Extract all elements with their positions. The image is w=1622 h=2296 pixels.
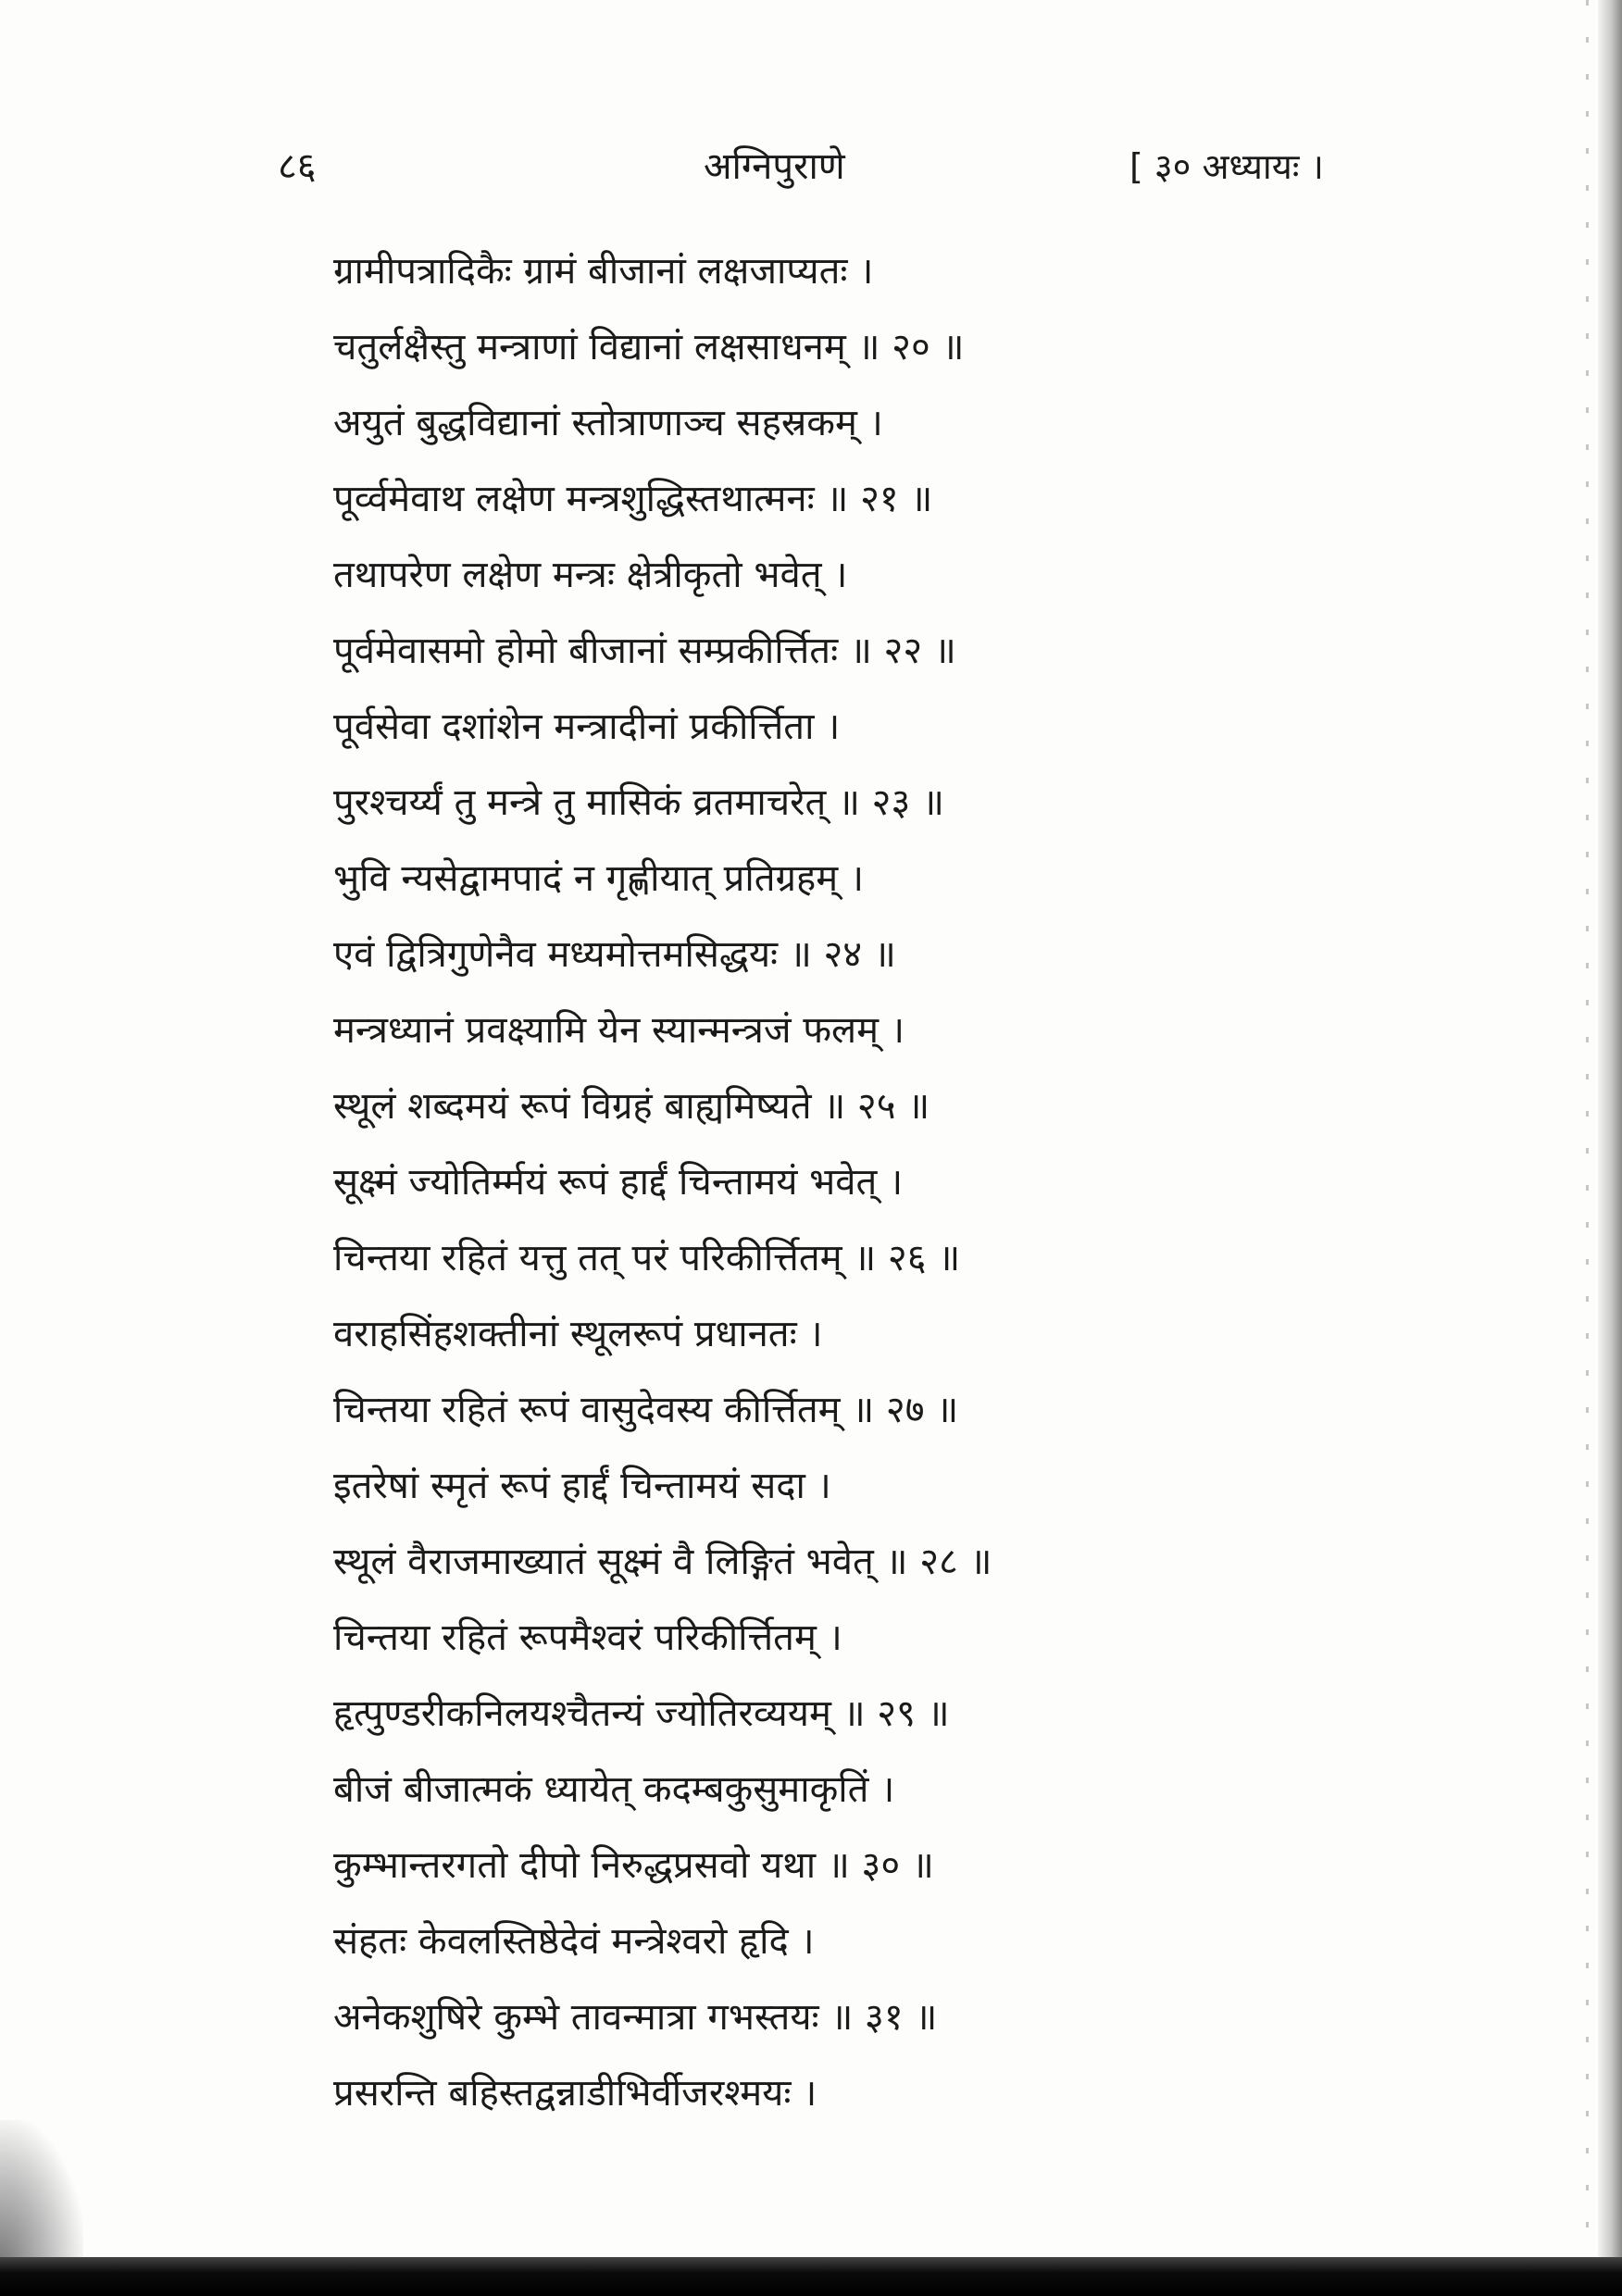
verse-line: एवं द्वित्रिगुणेनैव मध्यमोत्तमसिद्धयः ॥ २४ ॥ <box>333 933 896 976</box>
chapter-label: [ ३० अध्यायः । <box>1129 146 1324 187</box>
verse-line: वराहसिंहशक्तीनां स्थूलरूपं प्रधानतः । <box>333 1313 823 1355</box>
verse-line: पूर्व्वमेवाथ लक्षेण मन्त्रशुद्धिस्तथात्मनः ॥ २१ ॥ <box>333 478 933 520</box>
page-header <box>0 139 1622 194</box>
verse-line: चिन्तया रहितं रूपं वासुदेवस्य कीर्त्तितम् ॥ २७ ॥ <box>333 1389 959 1431</box>
verse-line: प्रसरन्ति बहिस्तद्वन्नाडीभिर्वीजरश्मयः । <box>333 2072 817 2115</box>
verse-line: अनेकशुषिरे कुम्भे तावन्मात्रा गभस्तयः ॥ ३१ ॥ <box>333 1996 938 2039</box>
verse-line: बीजं बीजात्मकं ध्यायेत् कदम्बकुसुमाकृतिं । <box>333 1768 895 1811</box>
verse-line: पूर्वमेवासमो होमो बीजानां सम्प्रकीर्त्तितः ॥ २२ ॥ <box>333 630 956 672</box>
verse-line: तथापरेण लक्षेण मन्त्रः क्षेत्रीकृतो भवेत् । <box>333 554 848 596</box>
verse-line: इतरेषां स्मृतं रूपं हार्द्दं चिन्तामयं सदा । <box>333 1465 831 1507</box>
verse-line: चतुर्लक्षैस्तु मन्त्राणां विद्यानां लक्षसाधनम् ॥ २० ॥ <box>333 326 965 368</box>
page-number: ८६ <box>278 145 317 188</box>
verse-line: पूर्वसेवा दशांशेन मन्त्रादीनां प्रकीर्त्तिता । <box>333 705 841 748</box>
verse-line: कुम्भान्तरगतो दीपो निरुद्धप्रसवो यथा ॥ ३० ॥ <box>333 1844 934 1887</box>
verse-line: हृत्पुण्डरीकनिलयश्चैतन्यं ज्योतिरव्ययम् ॥ २९ ॥ <box>333 1692 950 1735</box>
binding-marks <box>1586 0 1589 2296</box>
verse-line: पुरश्चर्य्यं तु मन्त्रे तु मासिकं व्रतमाचरेत् ॥ २३ ॥ <box>333 781 944 824</box>
verse-line: मन्त्रध्यानं प्रवक्ष्यामि येन स्यान्मन्त्रजं फलम् । <box>333 1009 905 1052</box>
verse-line: स्थूलं शब्दमयं रूपं विग्रहं बाह्यमिष्यते ॥ २५ ॥ <box>333 1085 930 1128</box>
running-title: अग्निपुराणे <box>704 145 845 188</box>
scan-bottom-border <box>0 2257 1622 2296</box>
verse-line: चिन्तया रहितं रूपमैश्वरं परिकीर्त्तितम् । <box>333 1616 842 1659</box>
corner-shadow <box>0 2120 83 2268</box>
verse-line: ग्रामीपत्रादिकैः ग्रामं बीजानां लक्षजाप्यतः । <box>333 250 874 293</box>
verse-line: अयुतं बुद्धविद्यानां स्तोत्राणाञ्च सहस्रकम् । <box>333 402 883 444</box>
verse-line: संहतः केवलस्तिष्ठेदेवं मन्त्रेश्वरो हृदि । <box>333 1920 815 1963</box>
verse-line: भुवि न्यसेद्वामपादं न गृह्णीयात् प्रतिग्रहम् । <box>333 857 865 900</box>
verse-line: सूक्ष्मं ज्योतिर्म्मयं रूपं हार्द्दं चिन्तामयं भवेत् । <box>333 1161 904 1204</box>
verse-line: स्थूलं वैराजमाख्यातं सूक्ष्मं वै लिङ्गितं भवेत् ॥ २८ ॥ <box>333 1541 992 1583</box>
verse-block <box>333 233 1278 2131</box>
verse-line: चिन्तया रहितं यत्तु तत् परं परिकीर्त्तितम् ॥ २६ ॥ <box>333 1237 961 1279</box>
page-edge-shadow <box>1598 0 1622 2296</box>
